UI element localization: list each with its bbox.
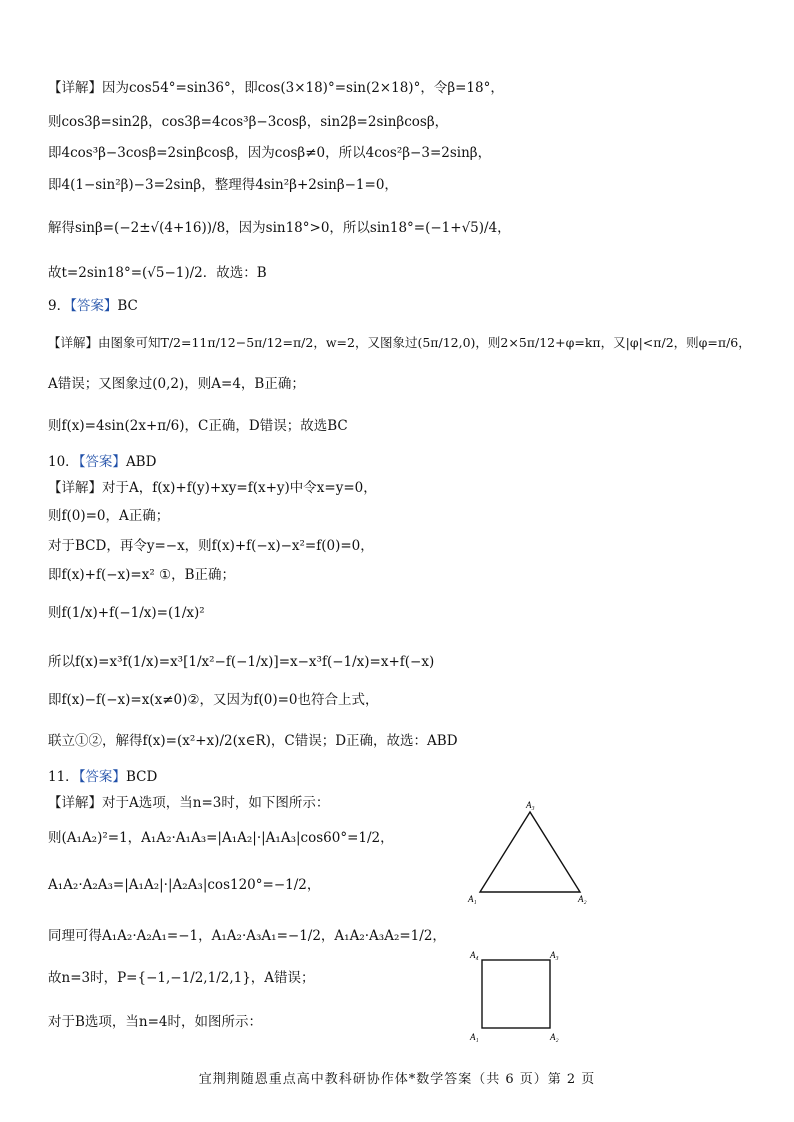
triangle-shape	[480, 812, 580, 892]
q11-detail-line-3: A₁A₂·A₂A₃=|A₁A₂|·|A₂A₃|cos120°=−1/2，	[48, 877, 321, 893]
q9-detail-line-2: A错误；又图象过(0,2)，则A=4，B正确；	[48, 376, 305, 392]
q11-detail-line-1: 【详解】对于A选项，当n=3时，如下图所示：	[48, 795, 330, 811]
q10-answer-tag: 【答案】	[78, 454, 126, 470]
square-label-a4: A₄	[470, 950, 479, 960]
triangle-label-a3: A₃	[526, 800, 535, 810]
q8-detail-line-6: 故t=2sin18°=(√5−1)/2．故选：B	[48, 265, 267, 281]
square-diagram	[464, 948, 574, 1044]
triangle-label-a2: A₂	[578, 894, 587, 904]
equilateral-triangle-diagram	[460, 796, 600, 908]
q11-detail-line-6: 对于B选项，当n=4时，如图所示：	[48, 1014, 263, 1030]
q8-detail-line-5: 解得sinβ=(−2±√(4+16))/8，因为sin18°>0，所以sin18°=(−1+√5)/4，	[48, 220, 511, 236]
q9-number: 9．	[48, 298, 71, 314]
q10-answer-heading	[48, 452, 156, 472]
q11-detail-line-2: 则(A₁A₂)²=1，A₁A₂·A₁A₃=|A₁A₂|·|A₁A₃|cos60°=1/2，	[48, 830, 394, 846]
q10-detail-line-4: 即f(x)+f(−x)=x² ①，B正确；	[48, 567, 236, 583]
square-shape	[482, 960, 550, 1028]
square-label-a1: A₁	[470, 1032, 479, 1042]
q10-detail-line-5: 则f(1/x)+f(−1/x)=(1/x)²	[48, 605, 205, 621]
q11-detail-line-4: 同理可得A₁A₂·A₂A₁=−1，A₁A₂·A₃A₁=−1/2，A₁A₂·A₃A₂=1/2，	[48, 928, 446, 944]
q9-detail-line-1: 【详解】由图象可知T/2=11π/12−5π/12=π/2，w=2，又图象过(5π/12,0)，则2×5π/12+φ=kπ，又|φ|<π/2，则φ=π/6，	[48, 335, 751, 350]
square-label-a2: A₂	[550, 1032, 559, 1042]
q8-detail-line-3: 即4cos³β−3cosβ=2sinβcosβ，因为cosβ≠0，所以4cos²β−3=2sinβ，	[48, 145, 492, 161]
square-label-a3: A₃	[550, 950, 559, 960]
q9-answer-tag: 【答案】	[70, 298, 118, 314]
q10-detail-line-2: 则f(0)=0，A正确；	[48, 508, 170, 524]
q9-answer-heading	[48, 296, 138, 316]
q11-number: 11．	[48, 769, 79, 785]
q10-answer: ABD	[125, 454, 157, 470]
q10-detail-line-6: 所以f(x)=x³f(1/x)=x³[1/x²−f(−1/x)]=x−x³f(−1/x)=x+f(−x)	[48, 654, 435, 670]
page-footer: 宜荆荆随恩重点高中教科研协作体*数学答案（共 6 页）第 2 页	[198, 1072, 596, 1087]
q10-number: 10．	[48, 454, 79, 470]
q11-answer-heading	[48, 767, 157, 787]
triangle-label-a1: A₁	[468, 894, 477, 904]
q8-detail-line-4: 即4(1−sin²β)−3=2sinβ，整理得4sin²β+2sinβ−1=0，	[48, 177, 398, 193]
q11-answer: BCD	[125, 769, 158, 785]
q10-detail-line-7: 即f(x)−f(−x)=x(x≠0)②，又因为f(0)=0也符合上式，	[48, 692, 379, 708]
q8-detail-line-2: 则cos3β=sin2β，cos3β=4cos³β−3cosβ，sin2β=2sinβcosβ，	[48, 114, 449, 130]
q10-detail-line-3: 对于BCD，再令y=−x，则f(x)+f(−x)−x²=f(0)=0，	[48, 538, 374, 554]
q9-answer: BC	[117, 298, 138, 314]
q8-detail-line-1: 【详解】因为cos54°=sin36°，即cos(3×18)°=sin(2×18)°，令β=18°，	[48, 80, 504, 96]
q10-detail-line-1: 【详解】对于A，f(x)+f(y)+xy=f(x+y)中令x=y=0，	[48, 480, 377, 496]
q10-detail-line-8: 联立①②，解得f(x)=(x²+x)/2(x∈R)，C错误；D正确，故选：ABD	[48, 733, 458, 749]
q9-detail-line-3: 则f(x)=4sin(2x+π/6)，C正确，D错误；故选BC	[48, 418, 348, 434]
q11-answer-tag: 【答案】	[78, 769, 126, 785]
q11-detail-line-5: 故n=3时，P={−1,−1/2,1/2,1}，A错误；	[48, 970, 315, 986]
